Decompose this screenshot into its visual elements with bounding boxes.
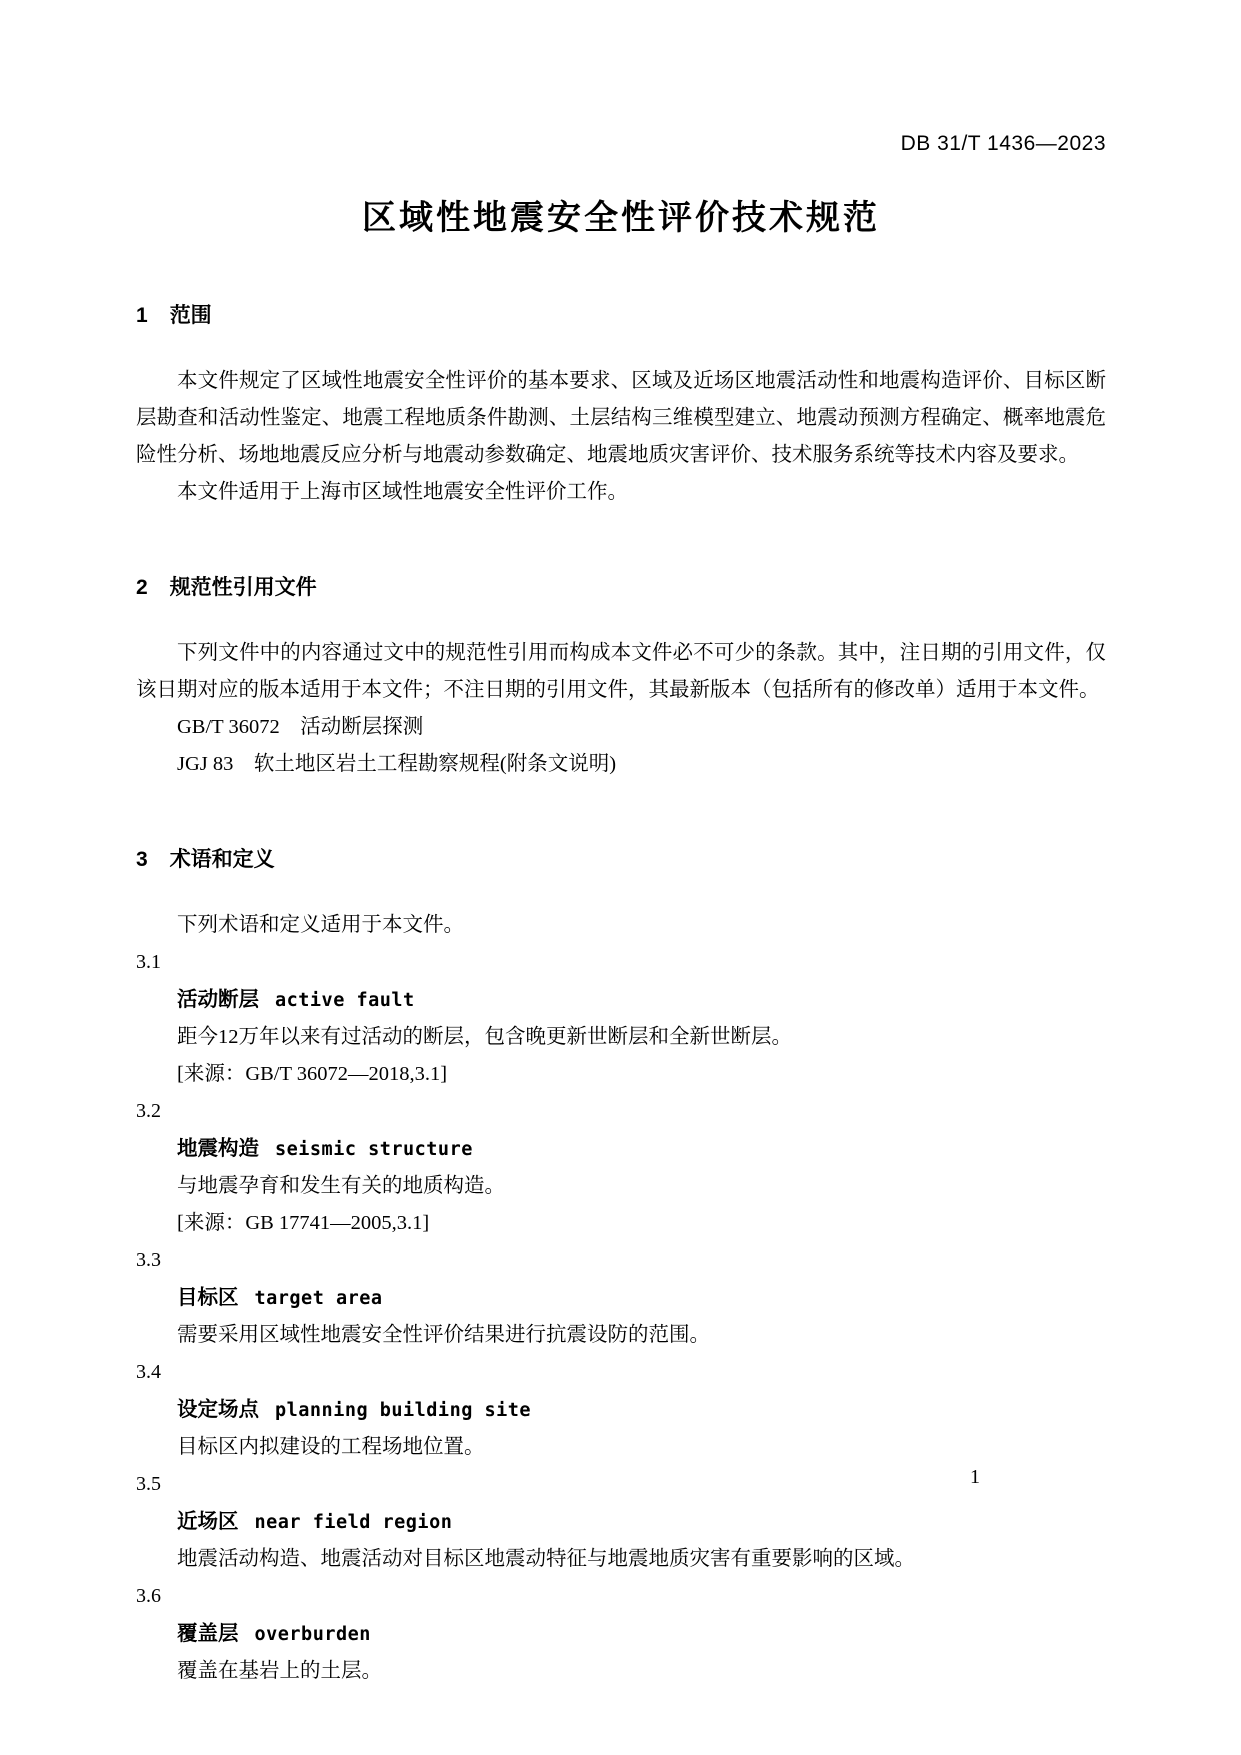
term-entry-3-6 [136, 1578, 1106, 1690]
page-content [136, 0, 1106, 1690]
term-definition: 覆盖在基岩上的土层。 [177, 1660, 382, 1682]
section-1-paragraph-1: 本文件规定了区域性地震安全性评价的基本要求、区域及近场区地震活动性和地震构造评价、目标区断层勘查和活动性鉴定、地震工程地质条件勘测、土层结构三维模型建立、地震动预测方程确定、概率地震危险性分析、场地地震反应分析与地震动参数确定、地震地质灾害评价、技术服务系统等技术内容及要求。 [136, 370, 1106, 466]
section-1-heading [136, 301, 1106, 331]
term-entry-3-5 [136, 1466, 1106, 1578]
term-english: target area [254, 1288, 383, 1309]
term-entry-3-2 [136, 1093, 1106, 1242]
section-2-heading [136, 573, 1106, 603]
term-number: 3.3 [136, 1249, 161, 1271]
term-english: near field region [254, 1512, 453, 1533]
section-2-number: 2 [136, 576, 148, 599]
term-definition: 与地震孕育和发生有关的地质构造。 [177, 1175, 505, 1197]
term-entry-3-1 [136, 944, 1106, 1093]
term-number: 3.4 [136, 1361, 161, 1383]
section-3-intro: 下列术语和定义适用于本文件。 [177, 914, 464, 936]
term-name-line [136, 1391, 1106, 1429]
normative-reference-2: JGJ 83 软土地区岩土工程勘察规程(附条文说明) [177, 753, 617, 775]
term-chinese: 目标区 [177, 1286, 239, 1309]
section-2-paragraph-1: 下列文件中的内容通过文中的规范性引用而构成本文件必不可少的条款。其中，注日期的引用文件，仅该日期对应的版本适用于本文件；不注日期的引用文件，其最新版本（包括所有的修改单）适用于本文件。 [136, 642, 1106, 701]
term-definition: 距今12万年以来有过活动的断层，包含晚更新世断层和全新世断层。 [177, 1026, 792, 1048]
page-number: 1 [970, 1466, 980, 1488]
standard-code: DB 31/T 1436—2023 [900, 132, 1106, 155]
section-3-title: 术语和定义 [169, 848, 275, 871]
document-title: 区域性地震安全性评价技术规范 [362, 199, 880, 237]
term-chinese: 地震构造 [177, 1137, 259, 1160]
term-definition: 目标区内拟建设的工程场地位置。 [177, 1436, 485, 1458]
term-name-line [136, 1130, 1106, 1168]
section-3-number: 3 [136, 848, 148, 871]
term-number: 3.6 [136, 1585, 161, 1607]
term-source: [来源：GB 17741—2005,3.1] [177, 1212, 430, 1234]
term-chinese: 活动断层 [177, 988, 259, 1011]
term-entry-3-4 [136, 1354, 1106, 1466]
section-2-title: 规范性引用文件 [169, 576, 317, 599]
term-english: overburden [254, 1624, 371, 1645]
term-definition: 地震活动构造、地震活动对目标区地震动特征与地震地质灾害有重要影响的区域。 [177, 1548, 915, 1570]
term-number: 3.1 [136, 951, 161, 973]
term-english: active fault [275, 990, 415, 1011]
term-chinese: 覆盖层 [177, 1622, 239, 1645]
term-name-line [136, 981, 1106, 1019]
term-chinese: 设定场点 [177, 1398, 259, 1421]
term-english: seismic structure [275, 1139, 473, 1160]
term-entry-3-3 [136, 1242, 1106, 1354]
term-number: 3.5 [136, 1473, 161, 1495]
section-3-heading [136, 845, 1106, 875]
term-chinese: 近场区 [177, 1510, 239, 1533]
section-1-number: 1 [136, 304, 148, 327]
normative-reference-1: GB/T 36072 活动断层探测 [177, 716, 424, 738]
term-source: [来源：GB/T 36072—2018,3.1] [177, 1063, 448, 1085]
section-1-paragraph-2: 本文件适用于上海市区域性地震安全性评价工作。 [177, 481, 628, 503]
term-definition: 需要采用区域性地震安全性评价结果进行抗震设防的范围。 [177, 1324, 710, 1346]
term-english: planning building site [275, 1400, 532, 1421]
term-name-line [136, 1279, 1106, 1317]
term-name-line [136, 1615, 1106, 1653]
term-number: 3.2 [136, 1100, 161, 1122]
section-1-title: 范围 [169, 304, 212, 327]
term-name-line [136, 1503, 1106, 1541]
